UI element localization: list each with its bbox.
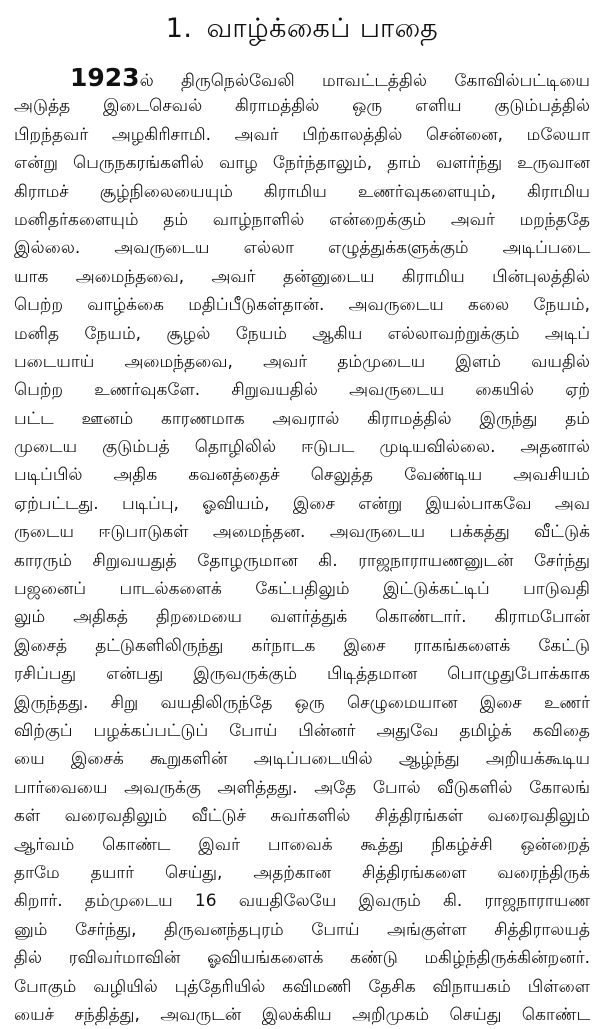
body-line: அடுத்த இடைசெவல் கிராமத்தில் ஒரு எளிய குடும்பத்தில் — [14, 96, 590, 117]
body-line: என்று பெருநகரங்களில் வாழ நேர்ந்தாலும், தாம் வளர்ந்து உருவான — [14, 153, 590, 174]
body-line — [14, 64, 590, 92]
body-line: படையாய் அமைந்தவை, அவர் தம்முடைய இளம் வயதில் — [14, 351, 590, 372]
body-line: லும் அதிகத் திறமையை வளர்த்துக் கொண்டார். கிராமபோன் — [14, 607, 590, 628]
body-line: ஏற்பட்டது. படிப்பு, ஓவியம், இசை என்று இயல்பாகவே அவ — [14, 493, 590, 514]
body-line: மனித நேயம், சூழல் நேயம் ஆகிய எல்லாவற்றுக்கும் அடிப் — [14, 323, 590, 344]
body-line: இசைத் தட்டுகளிலிருந்து கர்நாடக இசை ராகங்களைக் கேட்டு — [14, 635, 590, 656]
body-line: பஜனைப் பாடல்களைக் கேட்பதிலும் இட்டுக்கட்டிப் பாடுவதி — [14, 579, 590, 600]
body-line: படிப்பில் அதிக கவனத்தைச் செலுத்த வேண்டிய அவசியம் — [14, 465, 590, 486]
chapter-body — [14, 64, 590, 1029]
body-line: பிறந்தவர் அழகிரிசாமி. அவர் பிற்காலத்தில் சென்னை, மலேயா — [14, 124, 590, 145]
year-dropcap: 1923 — [70, 64, 140, 92]
body-line: கள் வரைவதிலும் வீட்டுச் சுவர்களில் சித்திரங்கள் வரைவதிலும் — [14, 806, 590, 827]
chapter-number: 1. — [165, 13, 193, 44]
body-line: னும் சேர்ந்து, திருவனந்தபுரம் போய் அங்குள்ள சித்திராலயத் — [14, 919, 590, 940]
body-line: யாக அமைந்தவை, அவர் தன்னுடைய கிராமிய பின்புலத்தில் — [14, 266, 590, 287]
body-line: காரரும் சிறுவயதுத் தோழருமான கி. ராஜநாராயணனுடன் சேர்ந்து — [14, 550, 590, 571]
body-line: கிராமச் சூழ்நிலையையும் கிராமிய உணர்வுகளையும், கிராமிய — [14, 181, 590, 202]
body-line: தாமே தயார் செய்து, அதற்கான சித்திரங்களை வரைந்திருக் — [14, 862, 590, 883]
body-line: ருடைய ஈடுபாடுகள் அமைந்தன. அவருடைய பக்கத்து வீட்டுக் — [14, 522, 590, 543]
body-line: பெற்ற உணர்வுகளே. சிறுவயதில் அவருடைய கையில் ஏற் — [14, 380, 590, 401]
chapter-title-text: வாழ்க்கைப் பாதை — [206, 13, 439, 44]
body-line: பார்வையை அவருக்கு அளித்தது. அதே போல் வீடுகளில் கோலங் — [14, 777, 590, 798]
body-line: விற்குப் பழக்கப்பட்டுப் போய் பின்னர் அதுவே தமிழ்க் கவிதை — [14, 720, 590, 741]
body-line: கிறார். தம்முடைய 16 வயதிலேயே இவரும் கி. ராஜநாராயண — [14, 891, 590, 912]
body-line: போகும் வழியில் புத்தேரியில் கவிமணி தேசிக விநாயகம் பிள்ளை — [14, 976, 590, 997]
body-line: ரசிப்பது என்பது இருவருக்கும் பிடித்தமான பொழுதுபோக்காக — [14, 664, 590, 685]
body-line: ஆர்வம் கொண்ட இவர் பாவைக் கூத்து நிகழ்ச்சி ஒன்றைத் — [14, 834, 590, 855]
body-line: யை இசைக் கூறுகளின் அடிப்படையில் ஆழ்ந்து அறியக்கூடிய — [14, 749, 590, 770]
body-line: பெற்ற வாழ்க்கை மதிப்பீடுகள்தான். அவருடைய கலை நேயம், — [14, 295, 590, 316]
body-line: இருந்தது. சிறு வயதிலிருந்தே ஒரு செழுமையான இசை உணர் — [14, 692, 590, 713]
body-line: முடைய குடும்பத் தொழிலில் ஈடுபட முடியவில்லை. அதனால் — [14, 437, 590, 458]
body-line: இல்லை. அவருடைய எல்லா எழுத்துக்களுக்கும் அடிப்படை — [14, 238, 590, 259]
body-line: பட்ட ஊனம் காரணமாக அவரால் கிராமத்தில் இருந்து தம் — [14, 408, 590, 429]
first-line-text: ல் திருநெல்வேலி மாவட்டத்தில் கோவில்பட்டியை — [139, 71, 590, 91]
chapter-title — [14, 8, 590, 50]
body-line: யைச் சந்தித்து, அவருடன் இலக்கிய அறிமுகம் செய்து கொண்ட — [14, 1004, 590, 1025]
body-line: தில் ரவிவர்மாவின் ஓவியங்களைக் கண்டு மகிழ்ந்திருக்கின்றனர். — [14, 948, 590, 969]
body-line: மனிதர்களையும் தம் வாழ்நாளில் என்றைக்கும் அவர் மறந்ததே — [14, 209, 590, 230]
